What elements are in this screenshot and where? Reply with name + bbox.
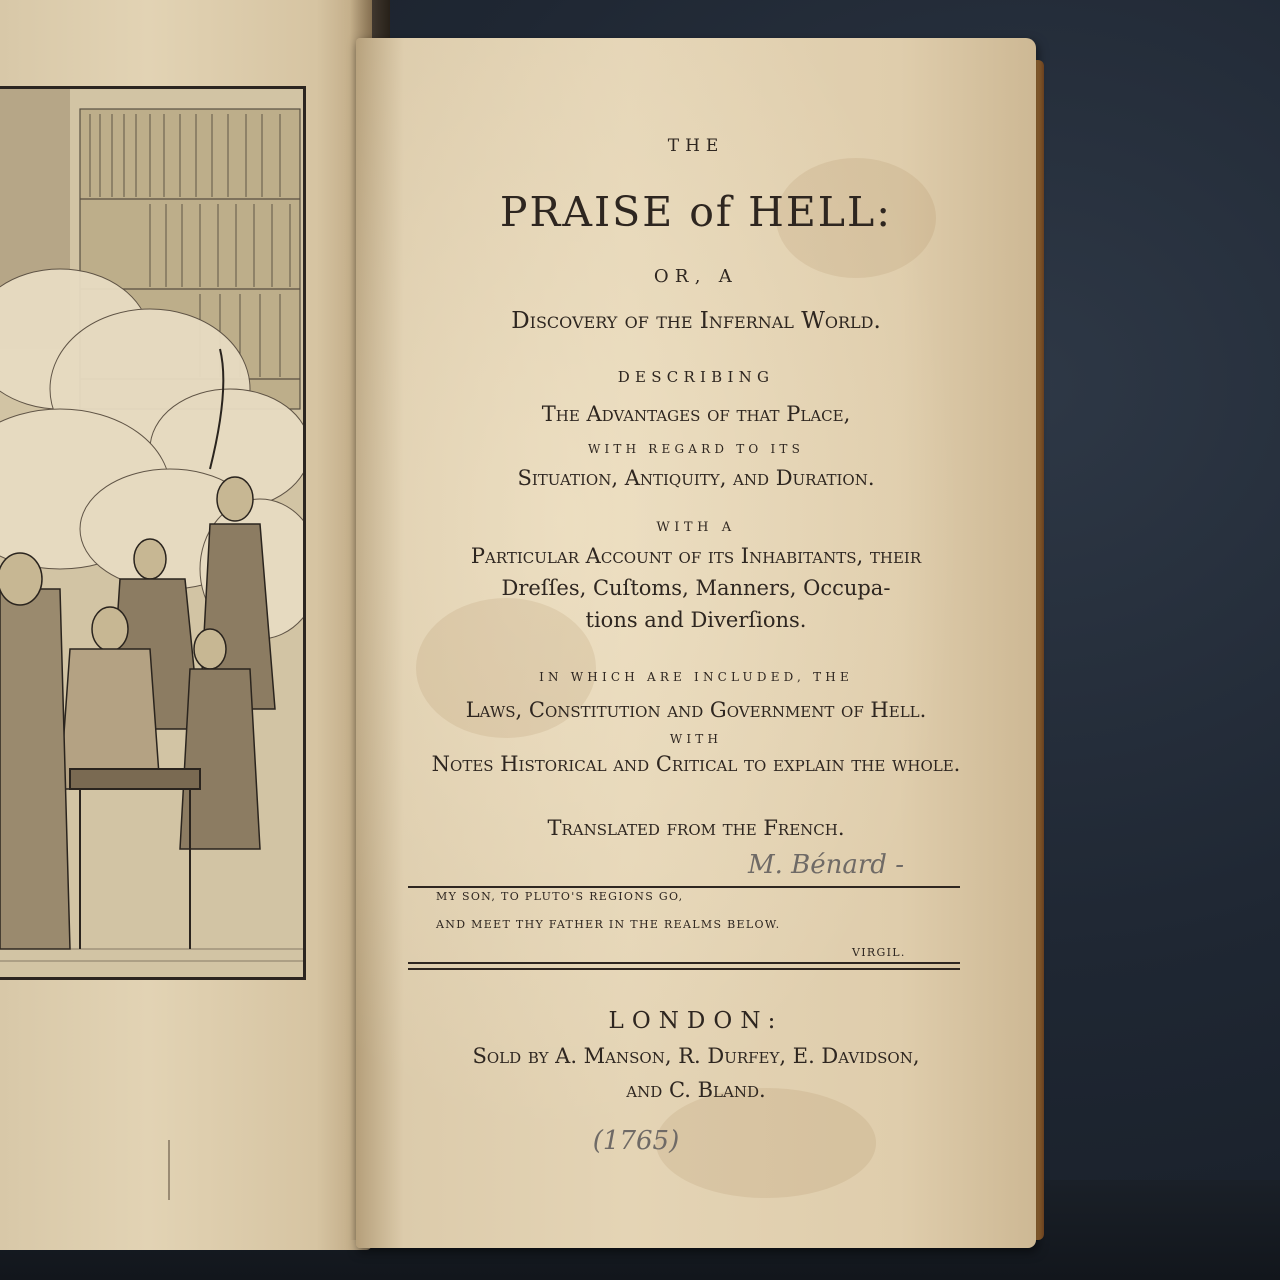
describing: DESCRIBING [617, 368, 775, 386]
epigraph-author: VIRGIL. [852, 946, 906, 959]
rule-bottom-2 [408, 968, 960, 970]
handwritten-author: M. Bénard - [747, 850, 904, 880]
rule-top [408, 886, 960, 888]
frontispiece-engraving [0, 86, 306, 980]
or-a: OR, A [653, 266, 739, 287]
line-regard: WITH REGARD TO ITS [587, 442, 805, 456]
title-page [356, 38, 1036, 1248]
rule-bottom-1 [408, 962, 960, 964]
title-the: THE [667, 136, 725, 156]
main-title: PRAISE of HELL: [499, 188, 893, 236]
handwritten-year: (1765) [592, 1126, 680, 1156]
epigraph-line-1: MY SON, TO PLUTO'S REGIONS GO, [436, 890, 684, 903]
line-situation: Situation, Antiquity, and Duration. [517, 466, 875, 490]
line-tions: tions and Diverſions. [585, 608, 807, 632]
pencil-mark [168, 1140, 170, 1200]
left-page [0, 0, 372, 1250]
subtitle: Discovery of the Infernal World. [511, 308, 881, 334]
line-account: Particular Account of its Inhabitants, their [470, 544, 922, 568]
line-laws: Laws, Conſtitution and Government of Hell. [465, 698, 927, 722]
epigraph-line-2: AND MEET THY FATHER IN THE REALMS BELOW. [436, 918, 781, 931]
with: WITH [669, 732, 723, 746]
imprint-line-1: Sold by A. Manson, R. Durfey, E. Davidson, [472, 1044, 920, 1068]
imprint-line-2: and C. Bland. [626, 1078, 766, 1102]
imprint-city: LONDON: [608, 1008, 784, 1034]
with-a: WITH A [656, 520, 736, 535]
line-notes: Notes Hiſtorical and Critical to explain the whole. [431, 752, 961, 776]
line-advantages: The Advantages of that Place, [541, 402, 851, 426]
line-dresses: Dreſſes, Cuſtoms, Manners, Occupa- [501, 576, 891, 600]
translated-line: Tranſlated from the French. [547, 816, 845, 840]
in-which: IN WHICH ARE INCLUDED, THE [539, 670, 853, 684]
